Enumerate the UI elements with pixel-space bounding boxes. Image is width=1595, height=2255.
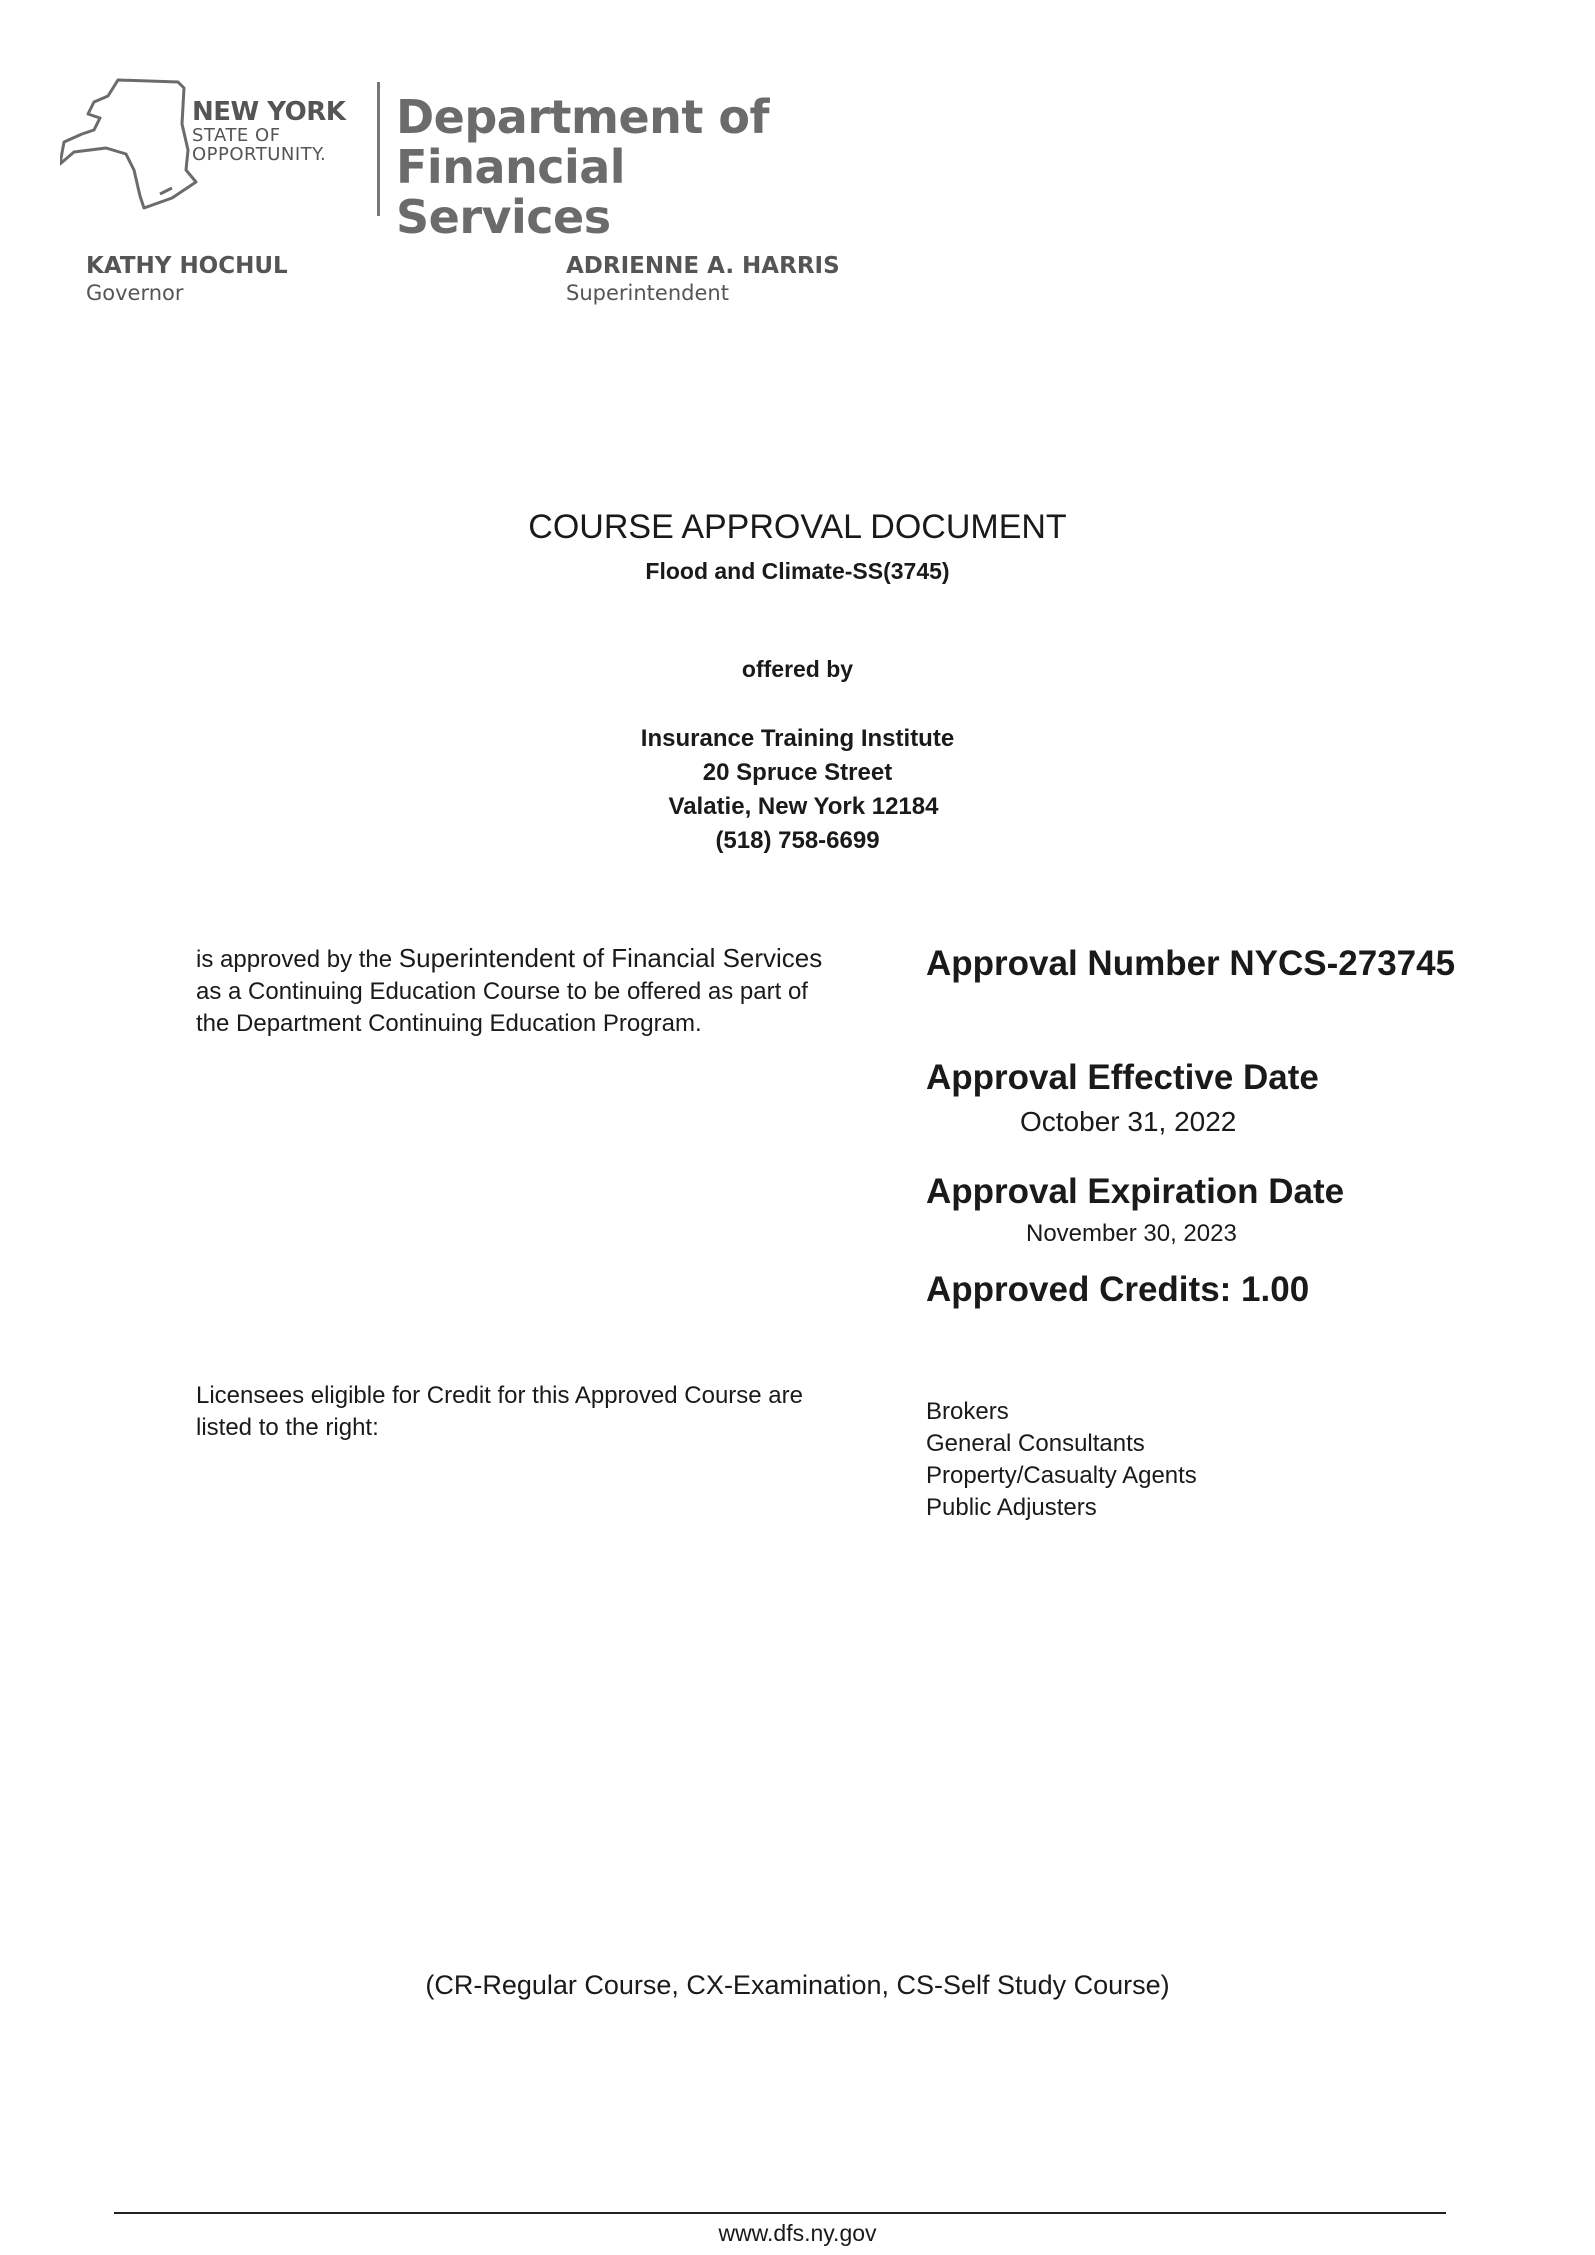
department-name	[396, 92, 840, 242]
department-line-1: Department of	[396, 90, 770, 144]
provider-phone: (518) 758-6699	[715, 827, 880, 854]
new-york-wordmark	[192, 98, 345, 164]
licensee-item: General Consultants	[926, 1430, 1145, 1457]
provider-name: Insurance Training Institute	[640, 725, 955, 752]
approval-statement-authority: Superintendent of Financial Services	[398, 943, 823, 973]
document-title: COURSE APPROVAL DOCUMENT	[528, 508, 1067, 546]
effective-date-value: October 31, 2022	[1020, 1106, 1237, 1137]
official-superintendent	[566, 252, 840, 306]
provider-street: 20 Spruce Street	[702, 759, 893, 786]
licensee-list	[926, 1396, 1197, 1524]
state-name: NEW YORK	[192, 97, 346, 127]
new-york-state-map-icon	[60, 78, 200, 218]
licensees-statement: Licensees eligible for Credit for this Approved Course are listed to the right:	[196, 1382, 803, 1441]
provider-city: Valatie, New York 12184	[668, 793, 939, 820]
approval-statement-part1: is approved by the	[196, 946, 399, 973]
logo-divider	[377, 82, 380, 216]
governor-role: Governor	[86, 281, 184, 305]
offered-by: offered by	[741, 656, 854, 682]
governor-name: KATHY HOCHUL	[86, 253, 288, 279]
provider-block	[0, 722, 1595, 858]
state-tagline-2: OPPORTUNITY.	[192, 144, 327, 165]
approval-number: Approval Number NYCS-273745	[926, 944, 1456, 983]
superintendent-role: Superintendent	[566, 281, 729, 305]
footer-divider	[114, 2212, 1446, 2214]
expiration-date-label: Approval Expiration Date	[926, 1172, 1345, 1211]
licensee-item: Public Adjusters	[926, 1494, 1097, 1521]
official-governor	[86, 252, 288, 306]
course-name: Flood and Climate-SS(3745)	[645, 558, 950, 584]
course-codes-note: (CR-Regular Course, CX-Examination, CS-Self Study Course)	[425, 1970, 1170, 2000]
approved-credits: Approved Credits: 1.00	[926, 1270, 1310, 1309]
letterhead-logo	[60, 78, 840, 244]
approval-statement-part3: as a Continuing Education Course to be offered as part of the Department Continuing Education Program.	[196, 978, 808, 1037]
department-line-2: Financial Services	[396, 140, 626, 244]
state-tagline-1: STATE OF	[192, 125, 281, 146]
approval-statement	[196, 942, 836, 1040]
expiration-date-value: November 30, 2023	[1026, 1220, 1237, 1247]
effective-date-label: Approval Effective Date	[926, 1058, 1319, 1097]
footer-url: www.dfs.ny.gov	[718, 2220, 877, 2246]
superintendent-name: ADRIENNE A. HARRIS	[566, 253, 840, 279]
licensee-item: Brokers	[926, 1398, 1009, 1425]
licensee-item: Property/Casualty Agents	[926, 1462, 1197, 1489]
